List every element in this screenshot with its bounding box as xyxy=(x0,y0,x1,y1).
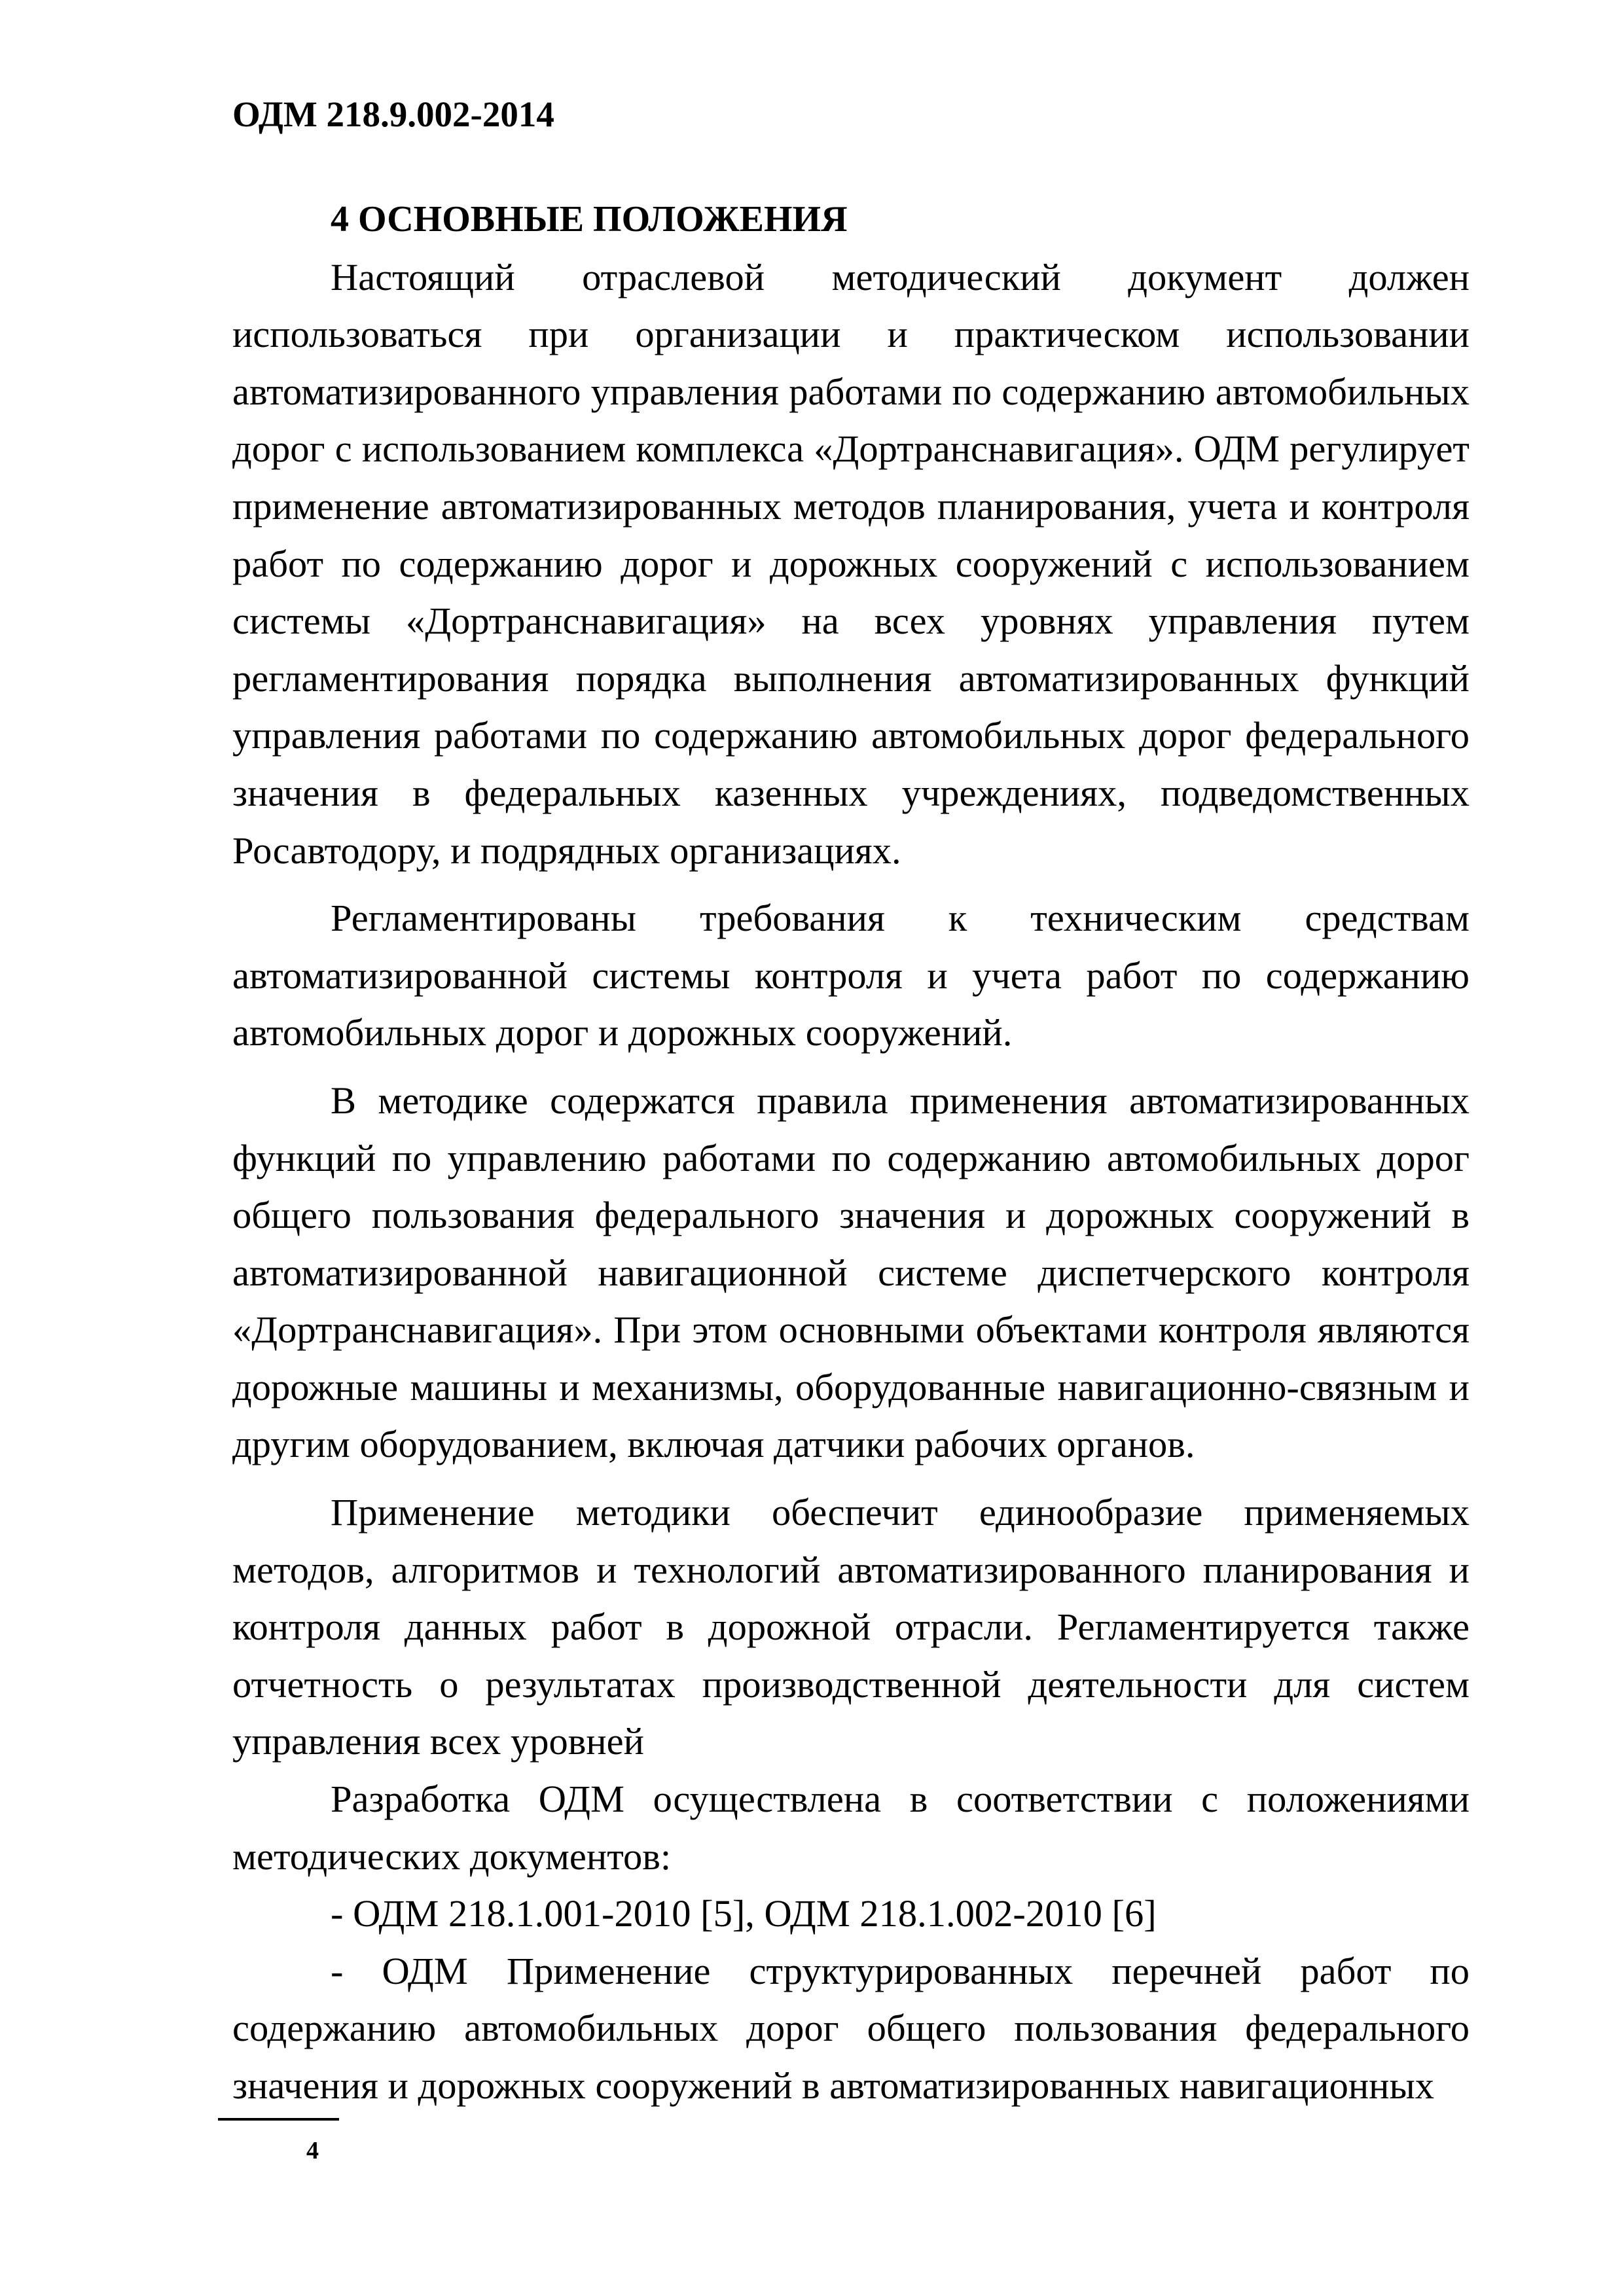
paragraph-application: Применение методики обеспечит единообразие применяемых методов, алгоритмов и технологий автоматизированного планирования и контроля данных работ в дорожной отрасли. Регламентируется также отчетность о результатах производственной деятельности для систем управления всех уровней xyxy=(232,1491,1470,1763)
paragraph-purpose: Настоящий отраслевой методический документ должен использоваться при организации и практическом использовании автоматизированного управления работами по содержанию автомобильных дорог с использованием комплекса «Дортранснавигация». ОДМ регулирует применение автоматизированных методов планирования, учета и контроля работ по содержанию дорог и дорожных сооружений с использованием системы «Дортранснавигация» на всех уровнях управления путем регламентирования порядка выполнения автоматизированных функций управления работами по содержанию автомобильных дорог федерального значения в федеральных казенных учреждениях, подведомственных Росавтодору, и подрядных организациях. xyxy=(232,255,1470,872)
document-code: ОДМ 218.9.002-2014 xyxy=(232,94,554,134)
list-item-reference-2: - ОДМ Применение структурированных перечней работ по содержанию автомобильных дорог общего пользования федерального значения и дорожных сооружений в автоматизированных навигационных xyxy=(232,1949,1470,2107)
list-item-reference-1: - ОДМ 218.1.001-2010 [5], ОДМ 218.1.002-2010 [6] xyxy=(331,1892,1157,1935)
paragraph-development-basis: Разработка ОДМ осуществлена в соответствии с положениями методических документов: xyxy=(232,1778,1470,1878)
page-number: 4 xyxy=(306,2137,319,2164)
paragraph-requirements: Регламентированы требования к техническим средствам автоматизированной системы контроля и учета работ по содержанию автомобильных дорог и дорожных сооружений. xyxy=(232,897,1470,1054)
paragraph-methodology: В методике содержатся правила применения автоматизированных функций по управлению работами по содержанию автомобильных дорог общего пользования федерального значения и дорожных сооружений в автоматизированной навигационной системе диспетчерского контроля «Дортранснавигация». При этом основными объектами контроля являются дорожные машины и механизмы, оборудованные навигационно-связным и другим оборудованием, включая датчики рабочих органов. xyxy=(232,1079,1470,1466)
section-body xyxy=(232,191,1470,2115)
footnote-divider xyxy=(218,2118,339,2121)
section-heading: 4 ОСНОВНЫЕ ПОЛОЖЕНИЯ xyxy=(331,199,848,240)
